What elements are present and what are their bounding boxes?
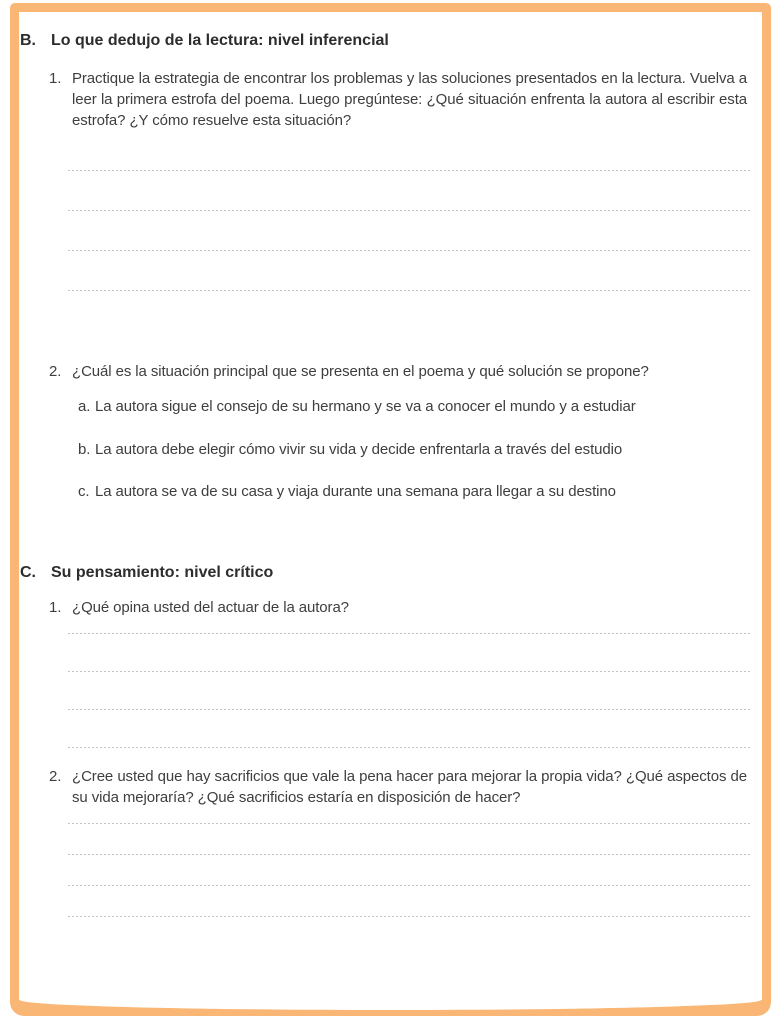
section-b-title: Lo que dedujo de la lectura: nivel inferencial xyxy=(51,32,389,49)
answer-line xyxy=(68,823,750,824)
section-b-label: B. xyxy=(20,32,36,49)
answer-line xyxy=(68,290,750,291)
question-c1-number: 1. xyxy=(49,599,62,616)
question-c2-text: ¿Cree usted que hay sacrificios que vale la pena hacer para mejorar la propia vida? ¿Qué aspectos de su vida mejoraría? ¿Qué sacrificios estaría en disposición de hacer? xyxy=(72,768,747,806)
question-b1-number: 1. xyxy=(49,70,62,87)
option-c xyxy=(78,482,616,502)
option-b xyxy=(78,440,622,460)
answer-line xyxy=(68,854,750,855)
answer-line xyxy=(68,885,750,886)
question-c2 xyxy=(49,766,747,808)
question-b2 xyxy=(49,361,747,382)
answer-lines-c2 xyxy=(68,823,750,917)
answer-line xyxy=(68,709,750,710)
question-b2-number: 2. xyxy=(49,363,62,380)
section-b-heading xyxy=(20,31,389,51)
option-a xyxy=(78,397,636,417)
option-b-text: La autora debe elegir cómo vivir su vida y decide enfrentarla a través del estudio xyxy=(95,441,623,458)
page-bottom-curve xyxy=(20,1000,761,1010)
question-b1 xyxy=(49,68,747,131)
option-c-letter: c. xyxy=(78,483,90,500)
answer-line xyxy=(68,170,750,171)
option-a-letter: a. xyxy=(78,398,91,415)
option-c-text: La autora se va de su casa y viaja durante una semana para llegar a su destino xyxy=(95,483,616,500)
answer-line xyxy=(68,916,750,917)
answer-line xyxy=(68,747,750,748)
section-c-title: Su pensamiento: nivel crítico xyxy=(51,564,274,581)
question-b2-text: ¿Cuál es la situación principal que se presenta en el poema y qué solución se propone? xyxy=(72,363,649,380)
section-c-heading xyxy=(20,563,273,583)
answer-lines-c1 xyxy=(68,633,750,748)
answer-line xyxy=(68,671,750,672)
answer-lines-b1 xyxy=(68,170,750,291)
answer-line xyxy=(68,633,750,634)
answer-line xyxy=(68,250,750,251)
question-b1-text: Practique la estrategia de encontrar los problemas y las soluciones presentados en la lectura. Vuelva a leer la primera estrofa del poema. Luego pregúntese: ¿Qué situación enfrenta la autora al escribir esta estrofa? ¿Y cómo resuelve esta situación? xyxy=(72,70,747,129)
option-a-text: La autora sigue el consejo de su hermano y se va a conocer el mundo y a estudiar xyxy=(95,398,636,415)
option-b-letter: b. xyxy=(78,441,91,458)
question-c1 xyxy=(49,597,747,618)
answer-line xyxy=(68,210,750,211)
section-c-label: C. xyxy=(20,564,36,581)
question-c2-number: 2. xyxy=(49,768,62,785)
question-c1-text: ¿Qué opina usted del actuar de la autora? xyxy=(72,599,349,616)
